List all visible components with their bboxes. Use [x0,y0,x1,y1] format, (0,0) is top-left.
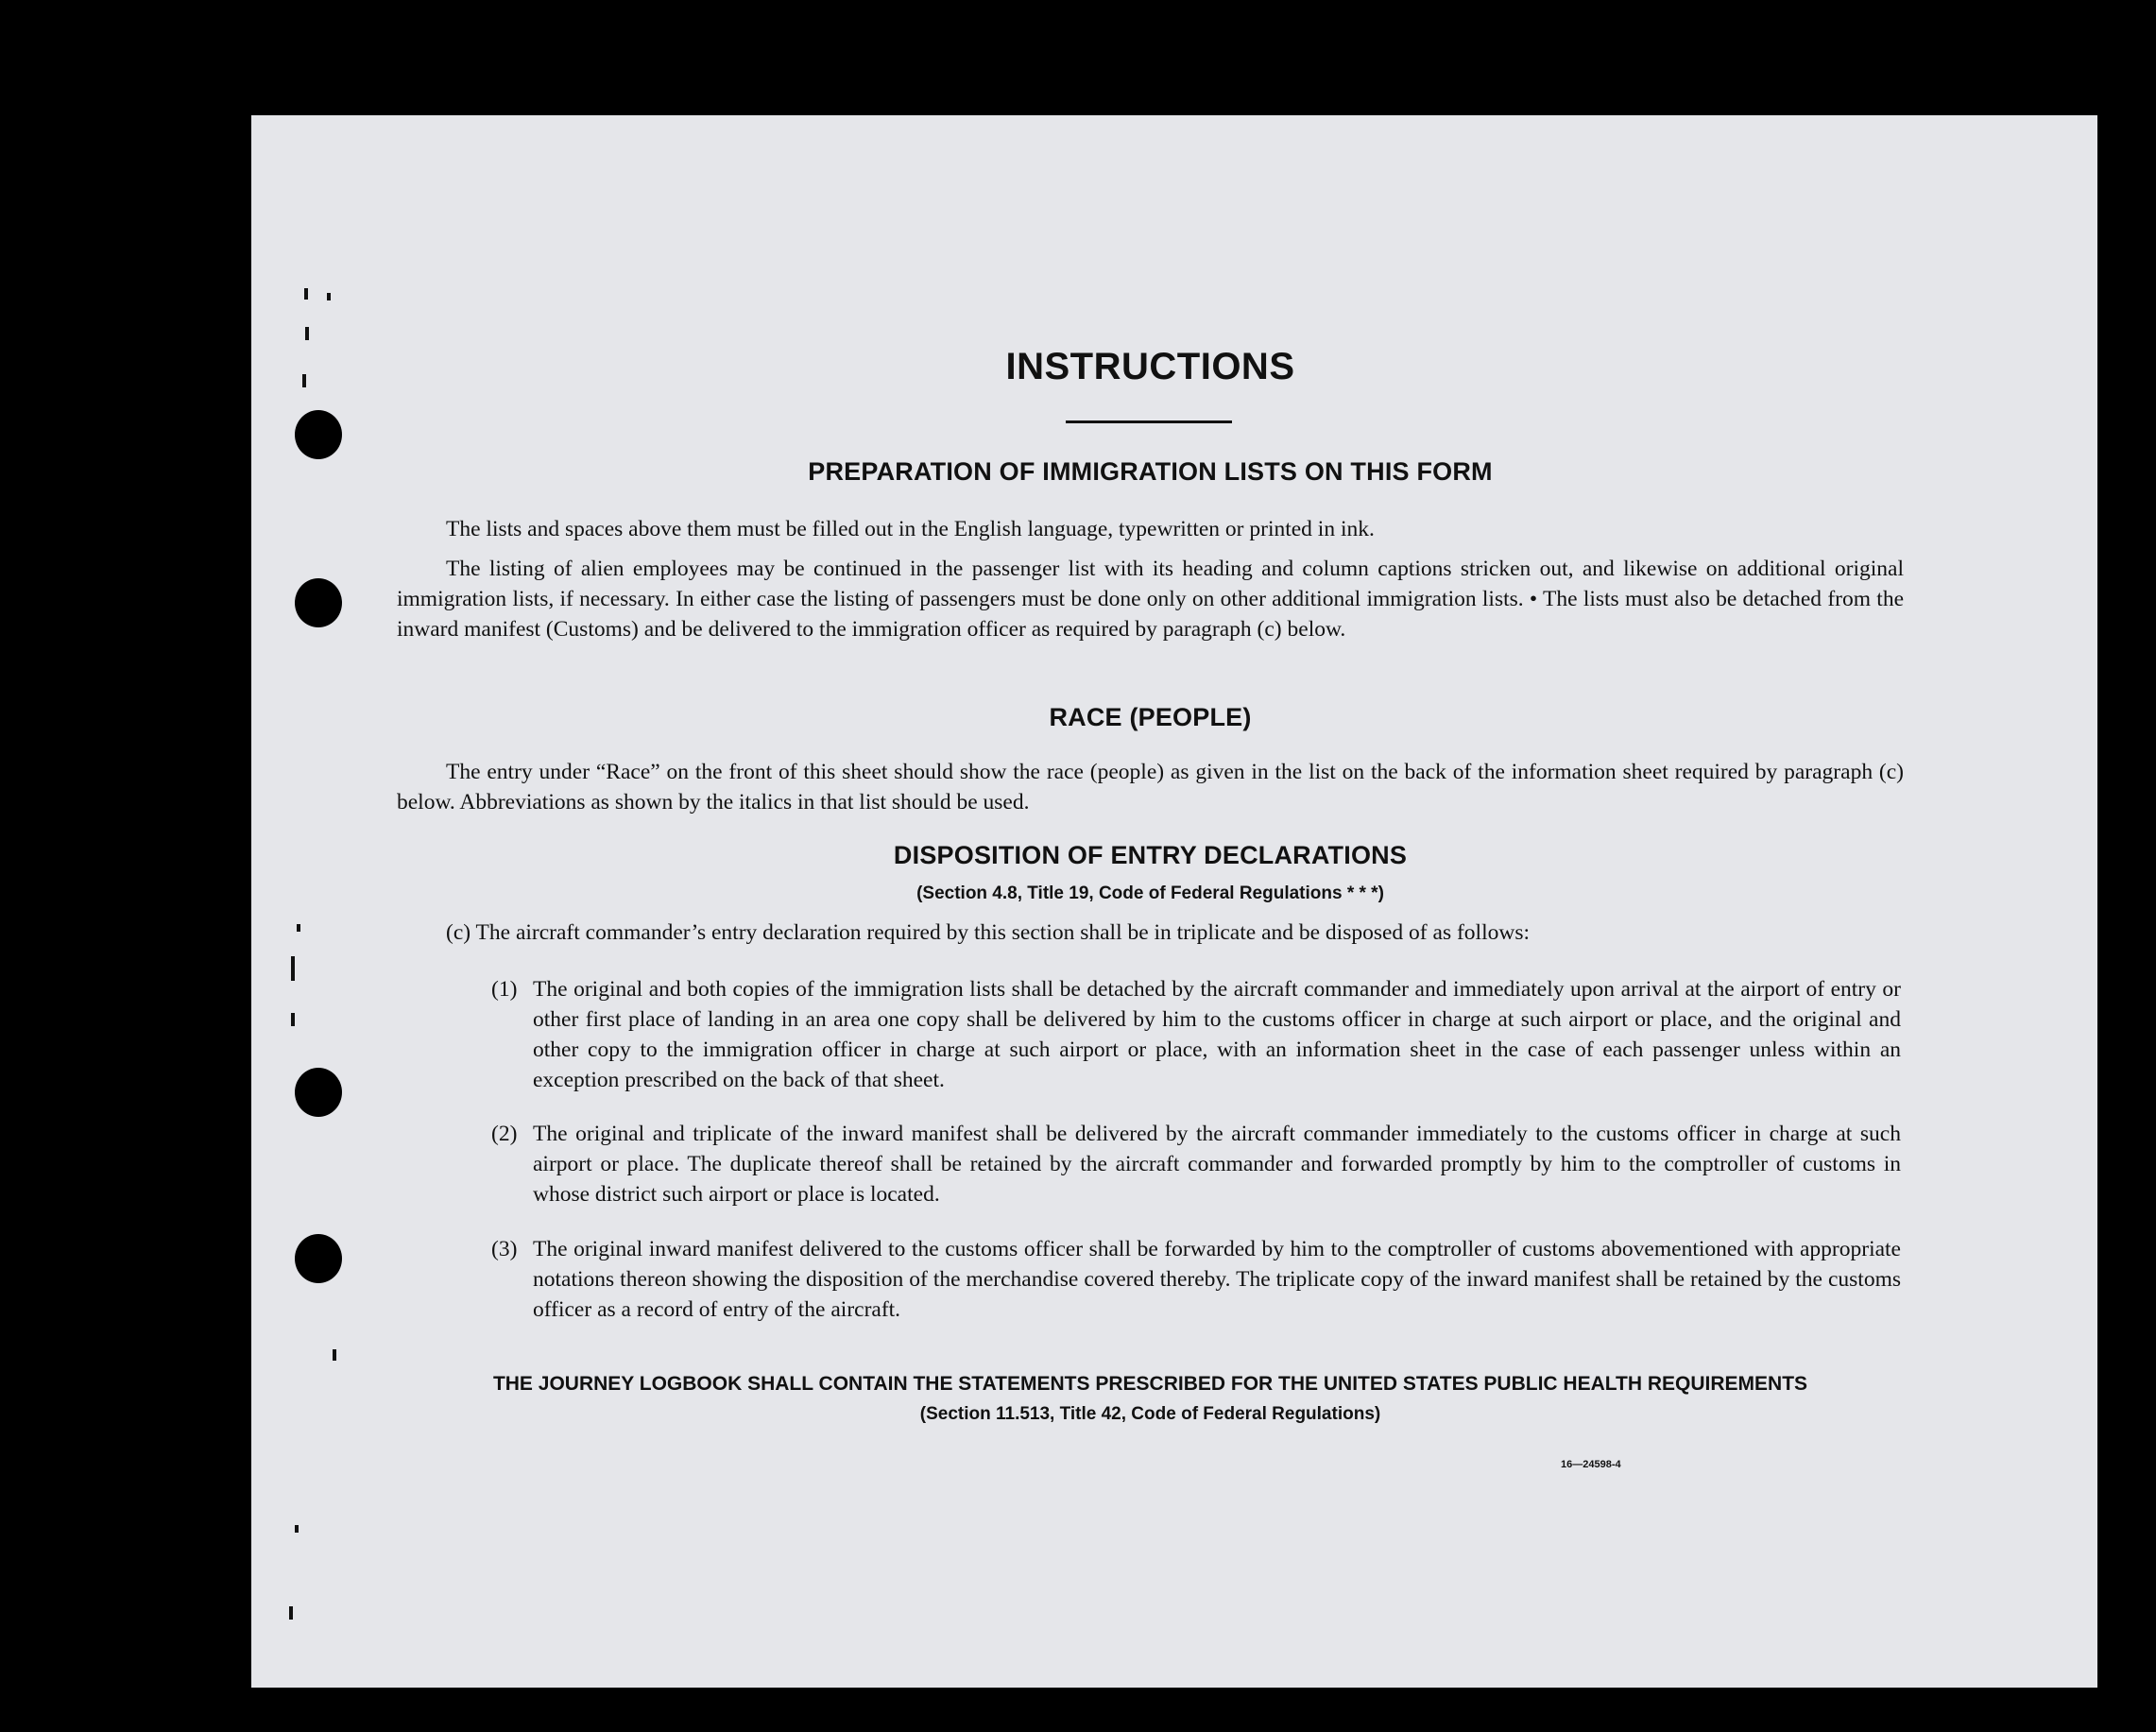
race-heading: RACE (PEOPLE) [1049,703,1252,731]
preparation-heading: PREPARATION OF IMMIGRATION LISTS ON THIS FORM [808,457,1493,486]
item-number: (2) [491,1122,518,1146]
disposition-heading: DISPOSITION OF ENTRY DECLARATIONS [893,841,1408,869]
preparation-paragraph-2: The listing of alien employees may be continued in the passenger list with its heading and column captions stricken out, and likewise on additional original immigration lists, if necessary. In either case the listing of passengers must be done only on other additional immigration lists. • The lists must also be detached from the inward manifest (Customs) and be delivered to the immigration officer as required by paragraph (c) below. [397,557,1904,642]
binding-mark [302,374,306,387]
punch-hole [295,1068,342,1117]
item-number: (3) [491,1237,518,1261]
punch-hole [295,1234,342,1283]
punch-hole [295,410,342,459]
punch-hole [295,578,342,627]
title-underline [1066,420,1232,423]
disposition-item-1 [491,974,1901,1095]
binding-mark [291,1013,295,1026]
page-title: INSTRUCTIONS [1005,346,1295,387]
item-text: The original and both copies of the immigration lists shall be detached by the aircraft commander and immediately upon arrival at the airport of entry or other first place of landing in an area one copy shall be delivered by him to the customs officer in charge at such airport or place, and the original and other copy to the immigration officer in charge at such airport or place, with an information sheet in the case of each passenger unless within an exception prescribed on the back of that sheet. [533,977,1901,1092]
footer-citation: (Section 11.513, Title 42, Code of Federal Regulations) [919,1404,1381,1424]
preparation-paragraph-1: The lists and spaces above them must be filled out in the English language, typewritten or printed in ink. [446,517,1375,541]
disposition-intro: (c) The aircraft commander’s entry declaration required by this section shall be in triplicate and be disposed of as follows: [446,920,1530,945]
binding-mark [304,288,308,300]
binding-mark [289,1606,293,1620]
disposition-item-3 [491,1234,1901,1325]
binding-mark [333,1349,336,1361]
item-text: The original inward manifest delivered to the customs officer shall be forwarded by him to the comptroller of customs abovementioned with appropriate notations thereon showing the disposition of the merchandise covered thereby. The triplicate copy of the inward manifest shall be retained by the customs officer as a record of entry of the aircraft. [533,1237,1901,1322]
binding-mark [297,924,300,932]
item-number: (1) [491,977,518,1002]
disposition-citation: (Section 4.8, Title 19, Code of Federal Regulations * * *) [916,883,1384,903]
race-paragraph: The entry under “Race” on the front of this sheet should show the race (people) as given in the list on the back of the information sheet required by paragraph (c) below. Abbreviations as shown by the italics in that list should be used. [397,760,1904,815]
footer-requirements: THE JOURNEY LOGBOOK SHALL CONTAIN THE STATEMENTS PRESCRIBED FOR THE UNITED STATES PUBLIC HEALTH REQUIREMENTS [492,1373,1808,1395]
binding-mark [305,327,309,340]
binding-mark [295,1525,299,1533]
item-text: The original and triplicate of the inward manifest shall be delivered by the aircraft commander immediately to the customs officer in charge at such airport or place. The duplicate thereof shall be retained by the aircraft commander and forwarded promptly by him to the comptroller of customs in whose district such airport or place is located. [533,1122,1901,1207]
binding-mark [327,293,331,300]
binding-mark [291,956,295,981]
form-number: 16—24598-4 [1561,1459,1621,1470]
disposition-item-2 [491,1119,1901,1209]
